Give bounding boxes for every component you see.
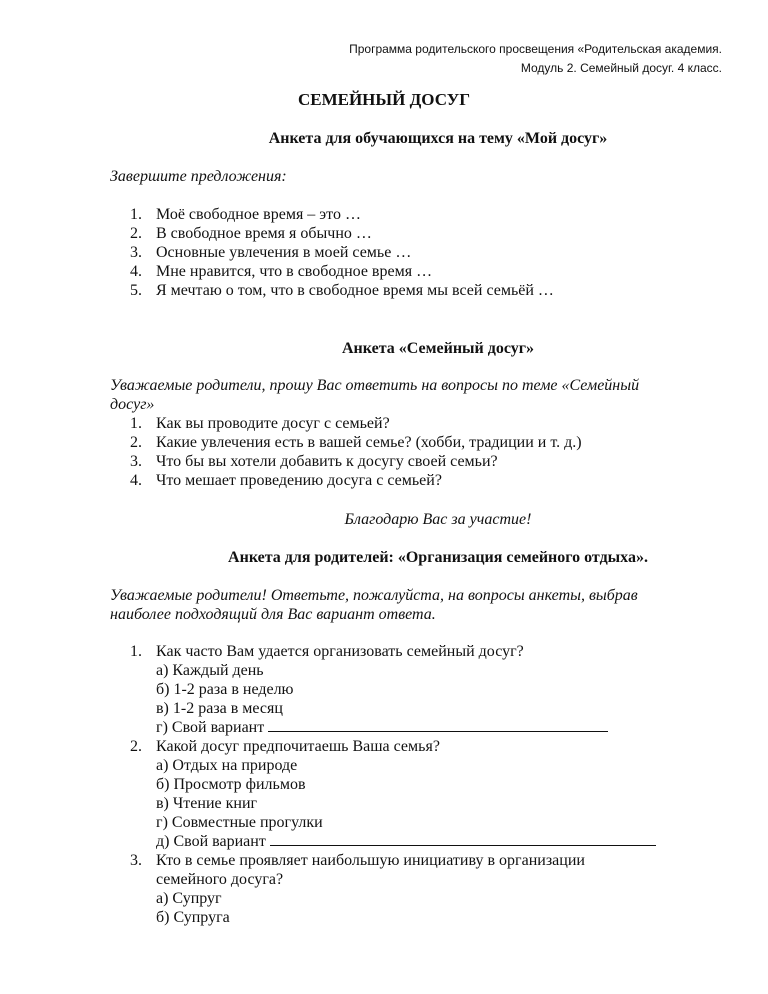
question-text-line-2: семейного досуга? — [156, 871, 284, 888]
list-item: 4. Мне нравится, что в свободное время … — [130, 263, 433, 280]
question-item: 2. Какой досуг предпочитаешь Ваша семья? а) Отдых на природе б) Просмотр фильмов в) Чтение книг г) Совместные прогулки д) Свой вариант — [130, 737, 750, 851]
answer-option: а) Отдых на природе — [156, 757, 298, 774]
survey1-intro: Завершите предложения: — [110, 168, 287, 185]
question-text: Как часто Вам удается организовать семейный досуг? — [156, 643, 524, 660]
list-item: 2. Какие увлечения есть в вашей семье? (хобби, традиции и т. д.) — [130, 434, 582, 451]
list-item: 3. Что бы вы хотели добавить к досугу своей семьи? — [130, 453, 498, 470]
survey2-thanks: Благодарю Вас за участие! — [344, 511, 532, 528]
answer-option: а) Супруг — [156, 890, 222, 907]
answer-option-custom: д) Свой вариант — [156, 832, 750, 851]
answer-blank-line[interactable] — [268, 730, 608, 732]
page-header — [282, 40, 722, 78]
header-line-1: Программа родительского просвещения «Родительская академия. — [349, 42, 722, 56]
survey2-intro-line-2: досуг» — [110, 396, 155, 413]
list-item: 4. Что мешает проведению досуга с семьей? — [130, 472, 442, 489]
list-item: 5. Я мечтаю о том, что в свободное время мы всей семьёй … — [130, 282, 554, 299]
survey2-intro-line-1: Уважаемые родители, прошу Вас ответить на вопросы по теме «Семейный — [110, 377, 640, 394]
answer-option-custom: г) Свой вариант — [156, 718, 750, 737]
survey2-intro — [110, 376, 730, 414]
survey3-intro-line-2: наиболее подходящий для Вас вариант ответа. — [110, 606, 436, 623]
survey2-heading: Анкета «Семейный досуг» — [342, 340, 534, 357]
answer-option: в) Чтение книг — [156, 795, 258, 812]
question-text: Какой досуг предпочитаешь Ваша семья? — [156, 738, 440, 755]
survey2-list — [130, 414, 750, 490]
survey3-heading: Анкета для родителей: «Организация семейного отдыха». — [228, 549, 648, 566]
list-item: 1. Как вы проводите досуг с семьей? — [130, 415, 390, 432]
answer-blank-line[interactable] — [270, 844, 656, 846]
survey3-intro — [110, 586, 730, 624]
survey3-list — [130, 642, 750, 927]
answer-option: б) Просмотр фильмов — [156, 776, 306, 793]
answer-option: б) Супруга — [156, 909, 230, 926]
answer-option: а) Каждый день — [156, 662, 264, 679]
list-item: 2. В свободное время я обычно … — [130, 225, 372, 242]
survey1-heading: Анкета для обучающихся на тему «Мой досуг» — [268, 130, 608, 147]
answer-option: б) 1-2 раза в неделю — [156, 681, 294, 698]
header-line-2: Модуль 2. Семейный досуг. 4 класс. — [520, 61, 722, 75]
answer-option: г) Совместные прогулки — [156, 814, 323, 831]
question-text-line-1: Кто в семье проявляет наибольшую инициативу в организации — [156, 852, 585, 869]
list-item: 1. Моё свободное время – это … — [130, 206, 361, 223]
document-title: СЕМЕЙНЫЙ ДОСУГ — [297, 90, 471, 109]
list-item: 3. Основные увлечения в моей семье … — [130, 244, 412, 261]
survey3-intro-line-1: Уважаемые родители! Ответьте, пожалуйста, на вопросы анкеты, выбрав — [110, 587, 638, 604]
survey1-list — [130, 205, 750, 300]
question-item: 1. Как часто Вам удается организовать семейный досуг? а) Каждый день б) 1-2 раза в неделю в) 1-2 раза в месяц г) Свой вариант — [130, 642, 750, 737]
question-item: 3. Кто в семье проявляет наибольшую инициативу в организации семейного досуга? а) Супруг б) Супруга — [130, 851, 750, 927]
answer-option: в) 1-2 раза в месяц — [156, 700, 283, 717]
